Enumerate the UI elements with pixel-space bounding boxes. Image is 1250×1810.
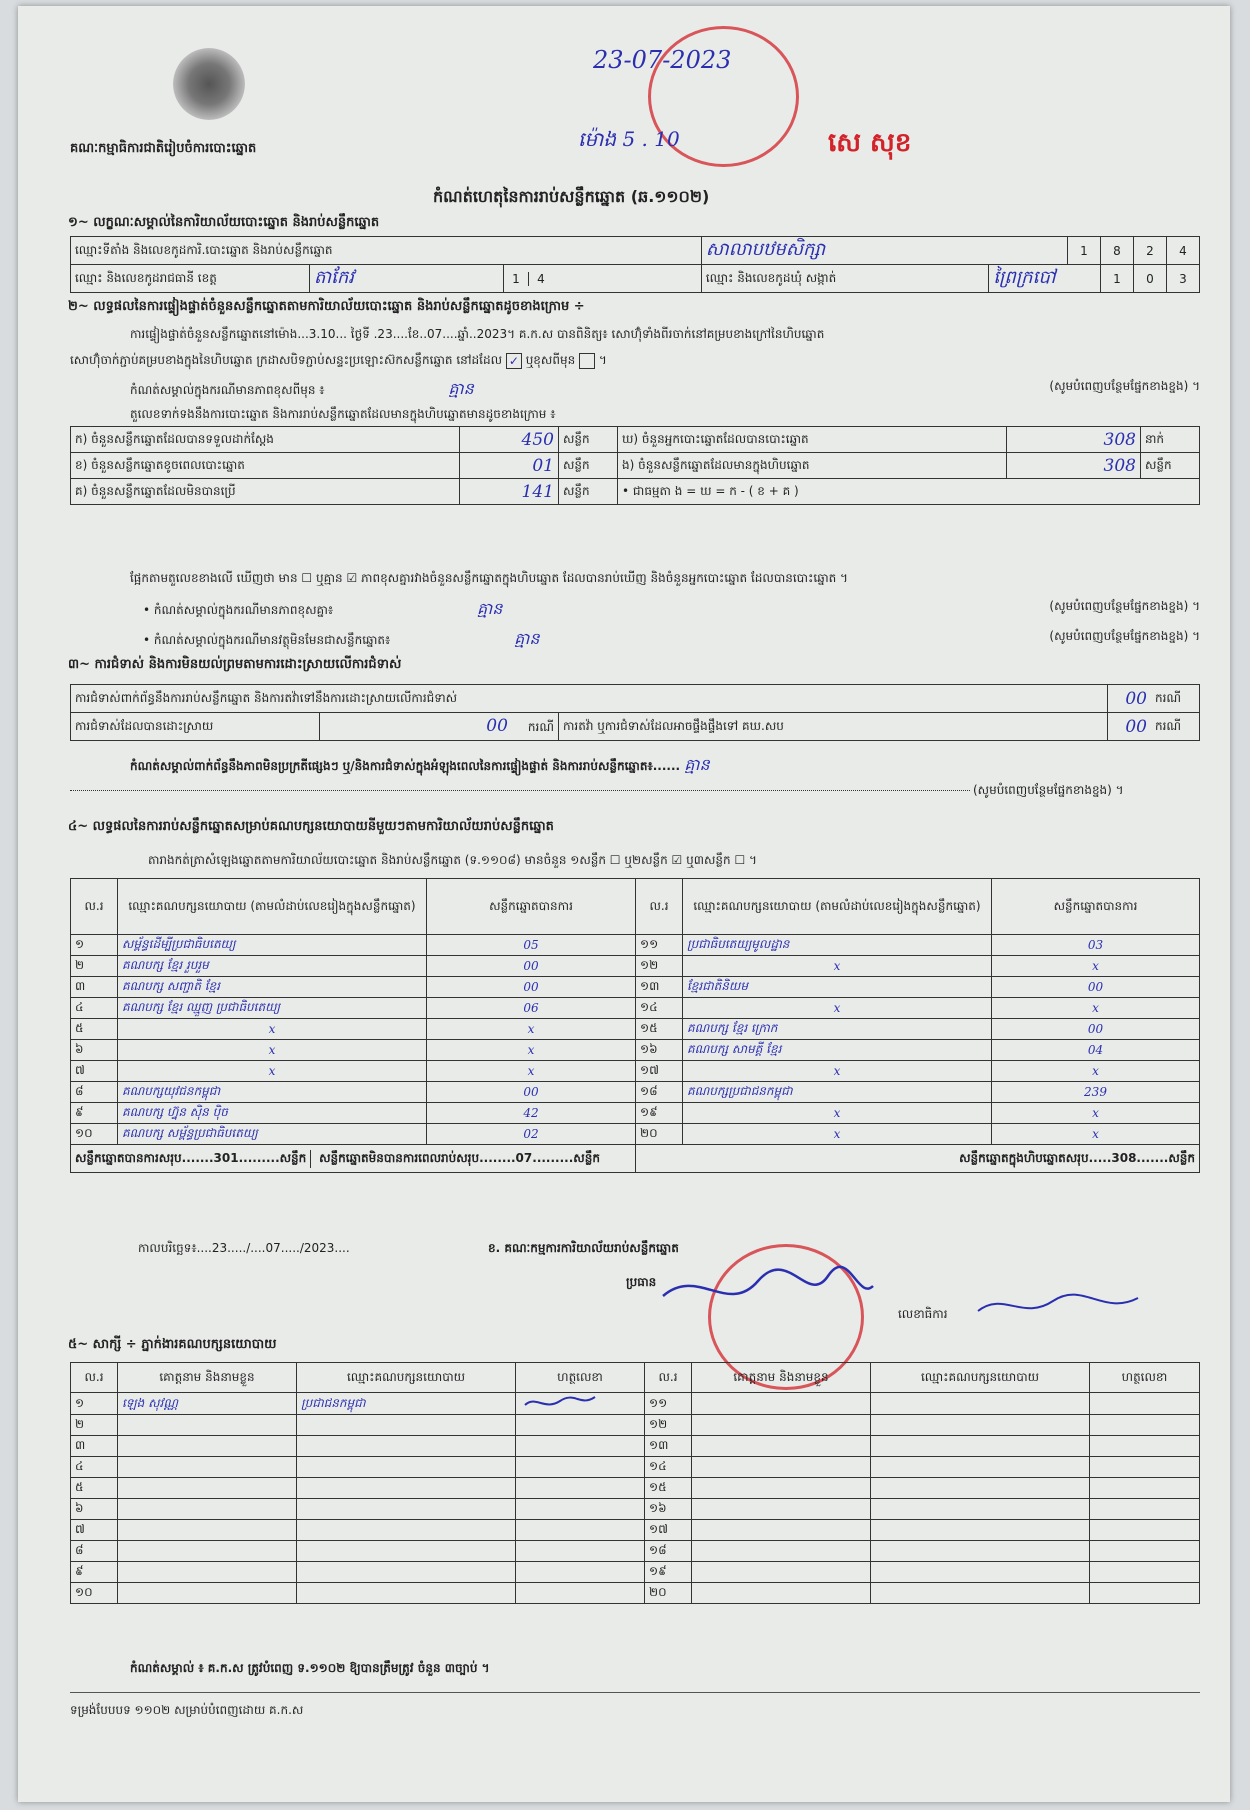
ballot-figures-table xyxy=(70,426,1200,505)
witness-col-name-left: គោត្តនាម និងនាមខ្លួន xyxy=(118,1363,297,1393)
figure-e-value: 308 xyxy=(1007,453,1141,479)
province-code-1: 1 xyxy=(504,272,529,286)
province-value: តាកែវ xyxy=(310,265,504,293)
location-code-2: 8 xyxy=(1101,237,1134,265)
difference-bullet xyxy=(143,598,1200,622)
party-name: x xyxy=(683,956,992,977)
compare-line: ផ្អែកតាមតួលេខខាងលើ ឃើញថា មាន ☐ ឬគ្មាន ☑ ភាពខុសគ្នារវាងចំនួនសន្លឹកឆ្នោតក្នុងហិបឆ្នោត ដែលបានរាប់ឃើញ និងចំនួនអ្នកបោះឆ្នោត ដែលបានបោះឆ្នោត ។ xyxy=(130,571,848,585)
row-no: ៥ xyxy=(71,1019,118,1040)
objection-row-1-unit: ករណី xyxy=(1151,685,1200,713)
col-no-right: ល.រ xyxy=(636,879,683,935)
footnote: កំណត់សម្គាល់ ៖ គ.ក.ស ត្រូវបំពេញ ទ.១១០២ ឱ្យបានត្រឹមត្រូវ ចំនួន ៣ច្បាប់ ។ xyxy=(130,1661,490,1675)
table-row xyxy=(71,1040,1200,1061)
row-no: ១៦ xyxy=(645,1499,692,1520)
row-no: ៧ xyxy=(71,1520,118,1541)
table-row xyxy=(71,998,1200,1019)
table-row xyxy=(71,1541,1200,1562)
footer-divider xyxy=(70,1692,1200,1693)
party-name: x xyxy=(118,1019,427,1040)
irregularity-note-label: កំណត់សម្គាល់ពាក់ព័ន្ធនឹងភាពមិនប្រក្រតីផ្សេងៗ ឬ/និងការជំទាស់ក្នុងអំឡុងពេលនៃការផ្ទៀងផ្ទាត់ និងការរាប់សន្លឹកឆ្នោត៖...... xyxy=(130,759,681,773)
objection-row-1-label: ការជំទាស់ពាក់ព័ន្ធនឹងការរាប់សន្លឹកឆ្នោត និងការតវ៉ាទៅនឹងការដោះស្រាយលើការជំទាស់ xyxy=(71,685,1108,713)
table-row xyxy=(71,1019,1200,1040)
witness-name: ឡេង សុវណ្ណ xyxy=(118,1393,297,1415)
row-no: ១៨ xyxy=(645,1541,692,1562)
party-votes: x xyxy=(427,1019,636,1040)
objection-row-2-value: 00 xyxy=(486,716,508,736)
row-no: ១៣ xyxy=(645,1436,692,1457)
party-name: គណបក្សប្រជាជនកម្ពុជា xyxy=(683,1082,992,1103)
chair-label: ប្រធាន xyxy=(626,1275,657,1289)
row-no: ១២ xyxy=(645,1415,692,1436)
party-name: គណបក្ស ខ្មែរ ក្រោក xyxy=(683,1019,992,1040)
row-no: ៨ xyxy=(71,1082,118,1103)
section2-heading: ២~ លទ្ធផលនៃការផ្ទៀងផ្ទាត់ចំនួនសន្លឹកឆ្នោតតាមការិយាល័យបោះឆ្នោត និងរាប់សន្លឹកឆ្នោតដូចខាងក្រោម ÷ xyxy=(68,299,585,314)
province-code-2: 4 xyxy=(537,271,545,286)
objection-row-2-label: ការជំទាស់ដែលបានដោះស្រាយ xyxy=(71,713,320,741)
row-no: ៧ xyxy=(71,1061,118,1082)
witness-col-party-left: ឈ្មោះគណបក្សនយោបាយ xyxy=(297,1363,516,1393)
section5-heading: ៥~ សាក្សី ÷ ភ្នាក់ងារគណបក្សនយោបាយ xyxy=(68,1337,277,1352)
figure-c-unit: សន្លឹក xyxy=(559,479,618,505)
figure-d-unit: នាក់ xyxy=(1141,427,1200,453)
table-row xyxy=(71,1436,1200,1457)
section3-heading: ៣~ ការជំទាស់ និងការមិនយល់ព្រមតាមការដោះស្រាយលើការជំទាស់ xyxy=(68,657,402,672)
figure-e-label: ង) ចំនួនសន្លឹកឆ្នោតដែលមានក្នុងហិបឆ្នោត xyxy=(618,453,1007,479)
party-votes: x xyxy=(992,998,1200,1019)
figure-d-value: 308 xyxy=(1007,427,1141,453)
party-name: សម្ព័ន្ធដើម្បីប្រជាធិបតេយ្យ xyxy=(118,935,427,956)
party-name: គណបក្សយុវជនកម្ពុជា xyxy=(118,1082,427,1103)
location-value: សាលាបឋមសិក្សា xyxy=(701,237,1067,265)
figures-row xyxy=(71,453,1200,479)
figures-row xyxy=(71,479,1200,505)
row-no: ៩ xyxy=(71,1103,118,1124)
party-votes: x xyxy=(427,1040,636,1061)
party-votes: 00 xyxy=(427,956,636,977)
table-row xyxy=(71,1583,1200,1604)
row-no: ១៦ xyxy=(636,1040,683,1061)
fill-hint-4: (សូមបំពេញបន្ថែមផ្នែកខាងខ្នង) ។ xyxy=(973,783,1124,797)
table-row xyxy=(71,1499,1200,1520)
irregularity-note xyxy=(130,754,710,778)
row-no: ១២ xyxy=(636,956,683,977)
difference-note-value: គ្មាន xyxy=(448,379,474,398)
location-code-1: 1 xyxy=(1068,237,1101,265)
verification-line-2-text: សោហ៊ុំចាក់ភ្ជាប់គម្របខាងក្នុងនៃហិបឆ្នោត ក្រដាសបិទភ្ជាប់សន្ទះប្រឡោះស៊កសន្លឹកឆ្នោត នៅដដែល xyxy=(70,353,503,367)
party-name: x xyxy=(118,1061,427,1082)
figure-e-unit: សន្លឹក xyxy=(1141,453,1200,479)
table-row xyxy=(71,1520,1200,1541)
party-votes: 00 xyxy=(992,977,1200,998)
table-row xyxy=(71,935,1200,956)
row-no: ១០ xyxy=(71,1583,118,1604)
table-row xyxy=(71,1082,1200,1103)
row-no: ៨ xyxy=(71,1541,118,1562)
table-row xyxy=(71,1478,1200,1499)
row-no: ១ xyxy=(71,935,118,956)
party-votes: 02 xyxy=(427,1124,636,1145)
table-row xyxy=(71,1415,1200,1436)
objections-table xyxy=(70,684,1200,741)
table-intro: តួលេខទាក់ទងនឹងការបោះឆ្នោត និងការរាប់សន្លឹកឆ្នោតដែលមានក្នុងហិបឆ្នោតមានដូចខាងក្រោម ៖ xyxy=(130,407,556,421)
figure-b-value: 01 xyxy=(460,453,559,479)
witness-body xyxy=(71,1393,1200,1604)
changed-label: ឬខុសពីមុន xyxy=(525,353,576,367)
section1-table xyxy=(70,236,1200,293)
table-row xyxy=(71,1061,1200,1082)
irregularity-note-line xyxy=(70,790,970,791)
row-no: ១១ xyxy=(645,1393,692,1415)
party-votes: 00 xyxy=(427,1082,636,1103)
figure-c-value: 141 xyxy=(460,479,559,505)
witness-signature xyxy=(516,1393,645,1415)
witness-col-sign-left: ហត្ថលេខា xyxy=(516,1363,645,1393)
party-votes: 00 xyxy=(427,977,636,998)
witness-party: ប្រជាជនកម្ពុជា xyxy=(297,1393,516,1415)
row-no: ១៥ xyxy=(636,1019,683,1040)
row-no: ៣ xyxy=(71,977,118,998)
total-valid: សន្លឹកឆ្នោតបានការសរុប.......301.........សន្លឹក xyxy=(71,1150,311,1168)
commune-code-1: 1 xyxy=(1101,265,1134,293)
party-name: គណបក្ស ខ្មែរ រួបរួម xyxy=(118,956,427,977)
party-votes: x xyxy=(992,1103,1200,1124)
secretary-label: លេខាធិការ xyxy=(898,1307,948,1321)
figure-d-label: ឃ) ចំនួនអ្នកបោះឆ្នោតដែលបានបោះឆ្នោត xyxy=(618,427,1007,453)
col-no-left: ល.រ xyxy=(71,879,118,935)
figure-b-unit: សន្លឹក xyxy=(559,453,618,479)
intact-checkbox[interactable]: ✓ xyxy=(506,353,522,369)
handwritten-date: 23-07-2023 xyxy=(593,46,732,74)
location-code-3: 2 xyxy=(1134,237,1167,265)
row-no: ១៩ xyxy=(645,1562,692,1583)
fill-hint-3: (សូមបំពេញបន្ថែមផ្នែកខាងខ្នង) ។ xyxy=(1049,629,1200,643)
figure-a-label: ក) ចំនួនសន្លឹកឆ្នោតដែលបានទទួលដាក់ស្តែង xyxy=(71,427,460,453)
witness-col-name-right: គោត្តនាម និងនាមខ្លួន xyxy=(692,1363,871,1393)
party-votes: 05 xyxy=(427,935,636,956)
row-no: ៤ xyxy=(71,998,118,1019)
objection-row-2-unit: ករណី xyxy=(527,720,554,734)
form-title: កំណត់ហេតុនៃការរាប់សន្លឹកឆ្នោត (ឆ.១១០២) xyxy=(433,187,710,206)
section4-heading: ៤~ លទ្ធផលនៃការរាប់សន្លឹកឆ្នោតសម្រាប់គណបក្សនយោបាយនីមួយៗតាមការិយាល័យរាប់សន្លឹកឆ្នោត xyxy=(68,819,554,834)
row-no: ៩ xyxy=(71,1562,118,1583)
handwritten-time: ម៉ោង 5 . 10 xyxy=(578,127,680,151)
party-votes: 42 xyxy=(427,1103,636,1124)
totals-row xyxy=(71,1145,1200,1173)
party-votes: 06 xyxy=(427,998,636,1019)
party-votes: 03 xyxy=(992,935,1200,956)
witness-signature-mark xyxy=(520,1393,600,1411)
difference-bullet-label: • កំណត់សម្គាល់ក្នុងករណីមានភាពខុសគ្នា៖ xyxy=(143,603,334,617)
party-name: គណបក្ស សម្ព័ន្ធប្រជាធិបតេយ្យ xyxy=(118,1124,427,1145)
party-name: ខ្មែរជាតិនិយម xyxy=(683,977,992,998)
row-no: ១៤ xyxy=(636,998,683,1019)
total-in-box: សន្លឹកឆ្នោតក្នុងហិបឆ្នោតសរុប.....308.......សន្លឹក xyxy=(636,1145,1200,1173)
table-row xyxy=(71,977,1200,998)
figure-c-label: គ) ចំនួនសន្លឹកឆ្នោតដែលមិនបានប្រើ xyxy=(71,479,460,505)
signing-date: កាលបរិច្ឆេទ៖....23...../....07...../2023.... xyxy=(138,1241,350,1255)
party-name: x xyxy=(118,1040,427,1061)
row-no: ៦ xyxy=(71,1040,118,1061)
row-no: ១៧ xyxy=(636,1061,683,1082)
row-no: ៥ xyxy=(71,1478,118,1499)
row-no: ៤ xyxy=(71,1457,118,1478)
form-note: ទម្រង់បែបបទ ១១០២ សម្រាប់បំពេញដោយ គ.ក.ស xyxy=(70,1703,304,1717)
figure-b-label: ខ) ចំនួនសន្លឹកឆ្នោតខូចពេលបោះឆ្នោត xyxy=(71,453,460,479)
foreign-object-value: គ្មាន xyxy=(514,629,540,648)
witness-col-no-left: ល.រ xyxy=(71,1363,118,1393)
objection-row-2b-unit: ករណី xyxy=(1151,713,1200,741)
party-votes: 00 xyxy=(992,1019,1200,1040)
col-votes-left: សន្លឹកឆ្នោតបានការ xyxy=(427,879,636,935)
committee-name: គណៈកម្មាធិការជាតិរៀបចំការបោះឆ្នោត xyxy=(70,141,257,156)
section1-heading: ១~ លក្ខណៈសម្គាល់នៃការិយាល័យបោះឆ្នោត និងរាប់សន្លឹកឆ្នោត xyxy=(68,215,380,230)
party-votes: 239 xyxy=(992,1082,1200,1103)
row-no: ១៧ xyxy=(645,1520,692,1541)
table-row xyxy=(71,1393,1200,1415)
witness-col-no-right: ល.រ xyxy=(645,1363,692,1393)
committee-line: ខ. គណៈកម្មការការិយាល័យរាប់សន្លឹកឆ្នោត xyxy=(488,1241,679,1255)
verification-line-2: សោហ៊ុំចាក់ភ្ជាប់គម្របខាងក្នុងនៃហិបឆ្នោត ក្រដាសបិទភ្ជាប់សន្ទះប្រឡោះស៊កសន្លឹកឆ្នោត នៅដដែល ✓ ឬខុសពីមុន ។ xyxy=(70,353,607,368)
commune-label: ឈ្មោះ និងលេខកូដឃុំ សង្កាត់ xyxy=(701,265,988,293)
foreign-object-bullet xyxy=(143,628,1200,652)
irregularity-note-value: គ្មាន xyxy=(684,755,710,774)
party-name: គណបក្ស សាមគ្គី ខ្មែរ xyxy=(683,1040,992,1061)
party-votes: x xyxy=(427,1061,636,1082)
party-name: x xyxy=(683,1124,992,1145)
document-page xyxy=(18,6,1230,1802)
col-party-left: ឈ្មោះគណបក្សនយោបាយ (តាមលំដាប់លេខរៀងក្នុងសន្លឹកឆ្នោត) xyxy=(118,879,427,935)
table-row xyxy=(71,956,1200,977)
secretary-signature xyxy=(973,1286,1143,1326)
fill-hint-2: (សូមបំពេញបន្ថែមផ្នែកខាងខ្នង) ។ xyxy=(1049,599,1200,613)
row-no: ៦ xyxy=(71,1499,118,1520)
col-votes-right: សន្លឹកឆ្នោតបានការ xyxy=(992,879,1200,935)
table-row xyxy=(71,1103,1200,1124)
witness-col-sign-right: ហត្ថលេខា xyxy=(1090,1363,1200,1393)
party-name: គណបក្ស សញ្ជាតិ ខ្មែរ xyxy=(118,977,427,998)
row-no: ៣ xyxy=(71,1436,118,1457)
location-label: ឈ្មោះទីតាំង និងលេខកូដការិ.បោះឆ្នោត និងរាប់សន្លឹកឆ្នោត xyxy=(71,237,702,265)
difference-note-label: កំណត់សម្គាល់ក្នុងករណីមានភាពខុសពីមុន ៖ xyxy=(130,383,325,397)
difference-bullet-value: គ្មាន xyxy=(477,599,503,618)
foreign-object-label: • កំណត់សម្គាល់ក្នុងករណីមានវត្ថុមិនមែនជាសន្លឹកឆ្នោត៖ xyxy=(143,633,391,647)
row-no: ២ xyxy=(71,1415,118,1436)
commune-code-2: 0 xyxy=(1134,265,1167,293)
party-name: ប្រជាធិបតេយ្យមូលដ្ឋាន xyxy=(683,935,992,956)
row-no: ១ xyxy=(71,1393,118,1415)
party-name: គណបក្ស ខ្មែរ ឈ្មួញ ប្រជាធិបតេយ្យ xyxy=(118,998,427,1019)
party-votes: x xyxy=(992,1061,1200,1082)
objection-row-2b-label: ការតវ៉ា ឬការជំទាស់ដែលអាចផ្ទឹងផ្ទឹងទៅ គឃ.សប xyxy=(559,713,1108,741)
row-no: ២០ xyxy=(645,1583,692,1604)
row-no: ១៨ xyxy=(636,1082,683,1103)
commune-value: ព្រៃក្របៅ xyxy=(989,265,1101,293)
witness-table xyxy=(70,1362,1200,1604)
party-name: x xyxy=(683,1103,992,1124)
results-body xyxy=(71,935,1200,1173)
party-name: x xyxy=(683,998,992,1019)
emblem-icon xyxy=(173,48,245,120)
row-no: ២ xyxy=(71,956,118,977)
row-no: ១៣ xyxy=(636,977,683,998)
chair-signature xyxy=(658,1256,878,1326)
figure-a-value: 450 xyxy=(460,427,559,453)
table-row xyxy=(71,1124,1200,1145)
party-name: គណបក្ស ហ្វ៊ុន ស៊ិន ប៉ិច xyxy=(118,1103,427,1124)
commune-code-3: 3 xyxy=(1167,265,1200,293)
row-no: ១១ xyxy=(636,935,683,956)
total-invalid: សន្លឹកឆ្នោតមិនបានការពេលរាប់សរុប........07.........សន្លឹក xyxy=(319,1150,600,1165)
row-no: ១៤ xyxy=(645,1457,692,1478)
party-votes: 04 xyxy=(992,1040,1200,1061)
witness-col-party-right: ឈ្មោះគណបក្សនយោបាយ xyxy=(871,1363,1090,1393)
row-no: ១០ xyxy=(71,1124,118,1145)
verification-line-1: ការផ្ទៀងផ្ទាត់ចំនួនសន្លឹកឆ្នោតនៅម៉ោង...3.10... ថ្ងៃទី .23....ខែ..07....ឆ្នាំ..2023។ គ.ក.ស បានពិនិត្យ៖ សោហ៊ុំទាំងពីរចាក់នៅគម្របខាងក្រៅនៃហិបឆ្នោត xyxy=(130,327,825,341)
row-no: ២០ xyxy=(636,1124,683,1145)
party-votes: x xyxy=(992,1124,1200,1145)
col-party-right: ឈ្មោះគណបក្សនយោបាយ (តាមលំដាប់លេខរៀងក្នុងសន្លឹកឆ្នោត) xyxy=(683,879,992,935)
row-no: ១៩ xyxy=(636,1103,683,1124)
difference-note xyxy=(130,378,1200,402)
province-label: ឈ្មោះ និងលេខកូដរាជធានី ខេត្ត xyxy=(71,265,310,293)
party-name: x xyxy=(683,1061,992,1082)
figures-row xyxy=(71,427,1200,453)
results-table xyxy=(70,878,1200,1173)
table-row xyxy=(71,1457,1200,1478)
party-votes: x xyxy=(992,956,1200,977)
objection-row-1-value: 00 xyxy=(1108,685,1151,713)
row-no: ១៥ xyxy=(645,1478,692,1499)
handwritten-signature-name: សេ សុខ xyxy=(828,128,912,158)
fill-hint-1: (សូមបំពេញបន្ថែមផ្នែកខាងខ្នង) ។ xyxy=(1049,379,1200,393)
location-code-4: 4 xyxy=(1167,237,1200,265)
figure-a-unit: សន្លឹក xyxy=(559,427,618,453)
changed-checkbox[interactable] xyxy=(579,353,595,369)
objection-row-2b-value: 00 xyxy=(1108,713,1151,741)
table-row xyxy=(71,1562,1200,1583)
section4-subline: តារាងកត់ត្រាសំឡេងឆ្នោតតាមការិយាល័យបោះឆ្នោត និងរាប់សន្លឹកឆ្នោត (ទ.១១០៨) មានចំនួន ១សន្លឹក ☐ ឬ២សន្លឹក ☑ ឬ៣សន្លឹក ☐ ។ xyxy=(148,853,757,867)
formula: • ជាធម្មតា ង = ឃ = ក - ( ខ + គ ) xyxy=(618,479,1200,505)
